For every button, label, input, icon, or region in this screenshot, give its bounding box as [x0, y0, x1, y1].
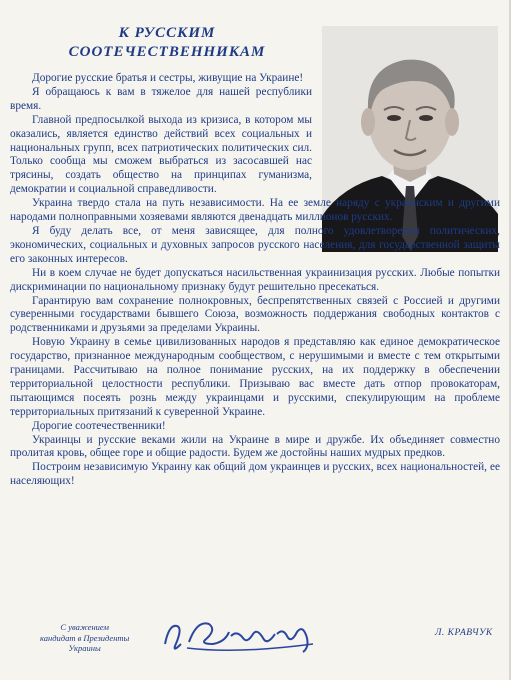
paragraph-new-ukraine: Новую Украину в семье цивилизованных народов я представляю как единое демократическое государство, признанное международным сообществом, с нерушимыми и вместе с тем открытыми границами. Рассчитываю на полное понимание русских, на их поддержку в обеспечении территориальной целостности республики. Призываю вас вместе дать отпор провокаторам, пытающимся посеять рознь между украинцами и русскими, спекулирующим на проблеме территориальных притязаний к суверенной Украине.	[10, 336, 500, 418]
closing-line-3: Украины	[68, 643, 101, 653]
signer-name: Л. КРАВЧУК	[435, 628, 493, 638]
closing-line-2: кандидат в Президенты	[40, 632, 130, 643]
closing-line-1: С уважением	[60, 622, 109, 632]
page-title	[22, 24, 312, 62]
narrow-column-block	[10, 72, 500, 197]
paragraph-independence: Украина твердо стала на путь независимости. На ее земле наряду с украинским и другими народами полноправными хозяевами являются двенадцать миллионов русских.	[10, 197, 500, 224]
paragraph-greeting: Дорогие русские братья и сестры, живущие на Украине!	[32, 72, 304, 84]
paragraph-address: Дорогие соотечественники!	[32, 419, 166, 432]
paragraph-no-ukrainization: Ни в коем случае не будет допускаться насильственная украинизация русских. Любые попытки дискриминации по национальному признаку будут решительно пресекаться.	[10, 266, 500, 293]
paragraph-build-ukraine: Построим независимую Украину как общий дом украинцев и русских, всех национальностей, ее населяющих!	[10, 461, 500, 488]
title-line-1: К РУССКИМ	[118, 25, 216, 41]
letter-body	[10, 72, 500, 489]
paragraph-appeal: Я обращаюсь к вам в тяжелое для нашей республики время.	[10, 85, 312, 112]
paragraph-unity: Главной предпосылкой выхода из кризиса, в котором мы оказались, является единство действий всех социальных и национальных групп, всех патриотических политических сил. Только сообща мы сможем выбраться из засосавшей нас трясины, создать общество на принципах гуманизма, демократии и социальной справедливости.	[10, 113, 312, 196]
paragraph-friendship: Украинцы и русские веками жили на Украине в мире и дружбе. Их объединяет совместно пролитая кровь, общее горе и общие радости. Будем же достойны наших мудрых предков.	[10, 433, 500, 460]
paragraph-ties: Гарантирую вам сохранение полнокровных, беспрепятственных связей с Россией и другими суверенными государствами бывшего Союза, возможность поддержания свободных контактов с родственниками и друзьями за пределами Украины.	[10, 294, 500, 335]
handwritten-signature	[157, 614, 327, 658]
closing-block	[40, 622, 129, 654]
title-line-2: СООТЕЧЕСТВЕННИКАМ	[68, 44, 266, 60]
paragraph-rights: Я буду делать все, от меня зависящее, для полного удовлетворения политических, экономических, социальных и духовных запросов русского населения, для государственной защиты его законных интересов.	[10, 224, 500, 265]
